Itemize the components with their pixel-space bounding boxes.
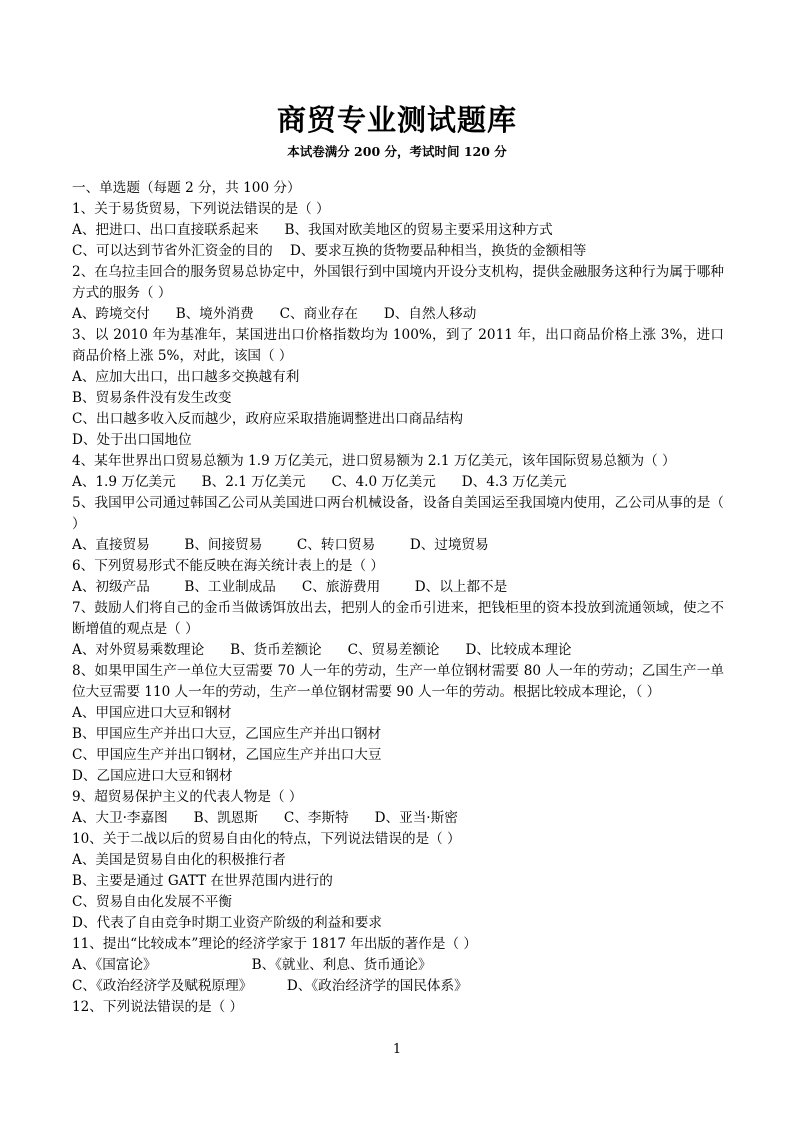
question-stem: 12、下列说法错误的是（ ） xyxy=(72,999,244,1015)
answer-option-line: B、主要是通过 GATT 在世界范围内进行的 xyxy=(72,873,333,889)
answer-option-line: A、把进口、出口直接联系起来 B、我国对欧美地区的贸易主要采用这种方式 xyxy=(72,222,553,238)
question-stem: 10、关于二战以后的贸易自由化的特点，下列说法错误的是（ ） xyxy=(72,831,461,847)
question-9 xyxy=(72,787,724,829)
answer-option-line: A、应加大出口，出口越多交换越有利 xyxy=(72,369,300,385)
question-6 xyxy=(72,556,724,598)
question-stem: 11、提出“比较成本”理论的经济学家于 1817 年出版的著作是（ ） xyxy=(72,936,478,952)
question-stem: 2、在乌拉圭回合的服务贸易总协定中，外国银行到中国境内开设分支机构，提供金融服务这种行为属于哪种方式的服务（ ） xyxy=(72,264,724,301)
question-stem: 4、某年世界出口贸易总额为 1.9 万亿美元，进口贸易额为 2.1 万亿美元，该年国际贸易总额为（ ） xyxy=(72,453,676,469)
document-body xyxy=(72,178,724,1018)
question-stem: 1、关于易货贸易，下列说法错误的是（ ） xyxy=(72,201,330,217)
answer-option-line: A、初级产品 B、工业制成品 C、旅游费用 D、以上都不是 xyxy=(72,579,508,595)
page-number: 1 xyxy=(392,1042,402,1057)
answer-option-line: D、乙国应进口大豆和钢材 xyxy=(72,768,233,784)
question-stem: 3、以 2010 年为基准年，某国进出口价格指数均为 100%，到了 2011 年，出口商品价格上涨 3%，进口商品价格上涨 5%，对此，该国（ ） xyxy=(72,327,724,364)
answer-option-line: C、可以达到节省外汇资金的目的 D、要求互换的货物要品种相当，换货的金额相等 xyxy=(72,243,587,259)
answer-option-line: D、代表了自由竞争时期工业资产阶级的利益和要求 xyxy=(72,915,382,931)
answer-option-line: A、1.9 万亿美元 B、2.1 万亿美元 C、4.0 万亿美元 D、4.3 万亿美元 xyxy=(72,474,567,490)
question-7 xyxy=(72,598,724,661)
question-8 xyxy=(72,661,724,787)
question-stem: 9、超贸易保护主义的代表人物是（ ） xyxy=(72,789,303,805)
question-stem: 6、下列贸易形式不能反映在海关统计表上的是（ ） xyxy=(72,558,385,574)
section-heading: 一、单选题（每题 2 分，共 100 分） xyxy=(72,180,301,196)
answer-option-line: B、甲国应生产并出口大豆，乙国应生产并出口钢材 xyxy=(72,726,382,742)
document-title: 商贸专业测试题库 xyxy=(276,103,517,137)
answer-option-line: A、美国是贸易自由化的积极推行者 xyxy=(72,852,286,868)
exam-info: 本试卷满分 200 分，考试时间 120 分 xyxy=(287,144,507,159)
answer-option-line: C、《政治经济学及赋税原理》 D、《政治经济学的国民体系》 xyxy=(72,978,468,994)
question-11 xyxy=(72,934,724,997)
question-stem: 5、我国甲公司通过韩国乙公司从美国进口两台机械设备，设备自美国运至我国境内使用，乙公司从事的是（ ） xyxy=(72,495,724,532)
question-list xyxy=(72,199,724,1018)
answer-option-line: A、大卫·李嘉图 B、凯恩斯 C、李斯特 D、亚当·斯密 xyxy=(72,810,458,826)
answer-option-line: A、对外贸易乘数理论 B、货币差额论 C、贸易差额论 D、比较成本理论 xyxy=(72,642,572,658)
answer-option-line: A、《国富论》 B、《就业、利息、货币通论》 xyxy=(72,957,432,973)
question-stem: 8、如果甲国生产一单位大豆需要 70 人一年的劳动，生产一单位钢材需要 80 人一年的劳动；乙国生产一单位大豆需要 110 人一年的劳动，生产一单位钢材需要 90 人一年的劳动。根据比较成本理论，（ ） xyxy=(72,663,724,700)
question-5 xyxy=(72,493,724,556)
question-3 xyxy=(72,325,724,451)
question-1 xyxy=(72,199,724,262)
answer-option-line: B、贸易条件没有发生改变 xyxy=(72,390,232,406)
answer-option-line: D、处于出口国地位 xyxy=(72,432,192,448)
question-2 xyxy=(72,262,724,325)
question-4 xyxy=(72,451,724,493)
answer-option-line: A、直接贸易 B、间接贸易 C、转口贸易 D、过境贸易 xyxy=(72,537,489,553)
question-10 xyxy=(72,829,724,934)
question-12 xyxy=(72,997,724,1018)
answer-option-line: C、出口越多收入反而越少，政府应采取措施调整进出口商品结构 xyxy=(72,411,464,427)
question-stem: 7、鼓励人们将自己的金币当做诱饵放出去，把别人的金币引进来，把钱柜里的资本投放到流通领域，使之不断增值的观点是（ ） xyxy=(72,600,724,637)
answer-option-line: A、跨境交付 B、境外消费 C、商业存在 D、自然人移动 xyxy=(72,306,477,322)
answer-option-line: A、甲国应进口大豆和钢材 xyxy=(72,705,232,721)
answer-option-line: C、甲国应生产并出口钢材，乙国应生产并出口大豆 xyxy=(72,747,382,763)
answer-option-line: C、贸易自由化发展不平衡 xyxy=(72,894,232,910)
